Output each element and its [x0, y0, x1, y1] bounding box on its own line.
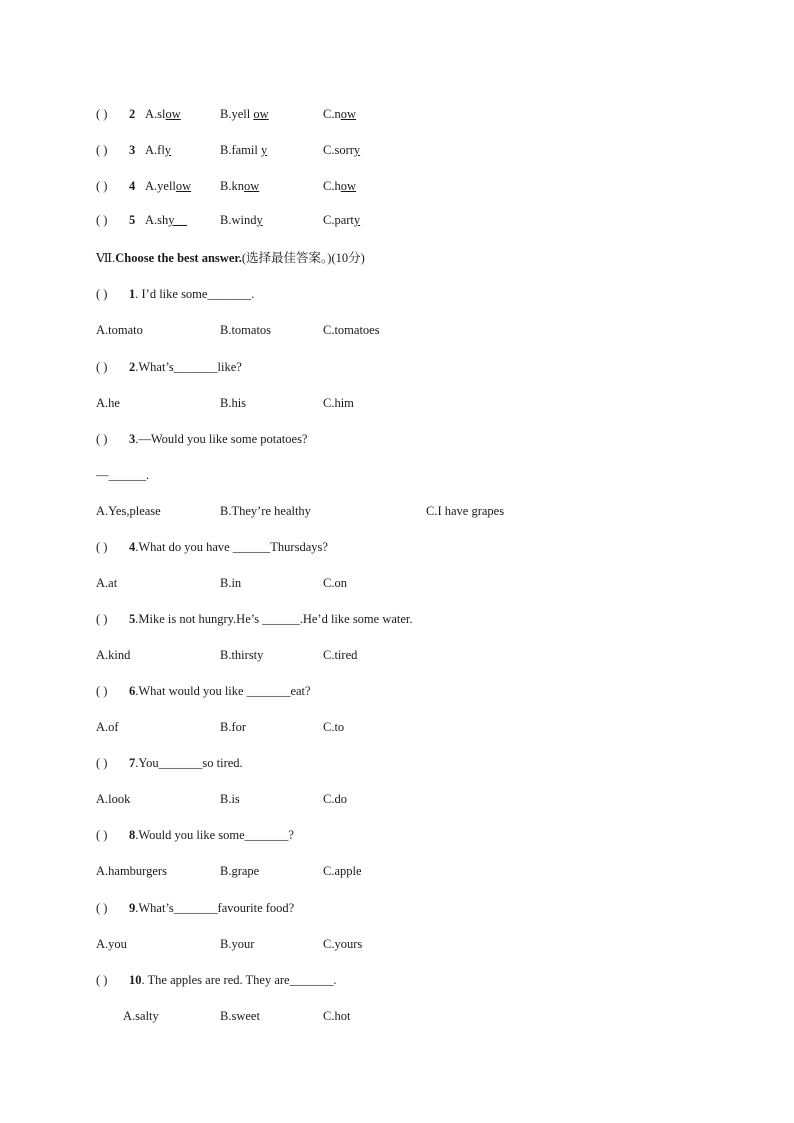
- option-b: B.is: [220, 792, 240, 806]
- option-b: B.know: [220, 179, 260, 193]
- option-a: A.look: [96, 792, 131, 806]
- answer-paren: ( ): [96, 179, 108, 193]
- section-numeral: Ⅶ.: [96, 251, 116, 265]
- option-b: B.grape: [220, 864, 260, 878]
- question-text: 2.What’s_______like?: [129, 360, 242, 374]
- answer-paren: ( ): [96, 901, 108, 915]
- question-number: 4: [129, 179, 136, 193]
- option-b: B.for: [220, 720, 247, 734]
- option-a: A.at: [96, 576, 118, 590]
- dialogue-reply: —______.: [96, 468, 150, 482]
- question-text: 7.You_______so tired.: [129, 756, 243, 770]
- option-c: C.on: [323, 576, 347, 590]
- option-c: C.tomatoes: [323, 323, 380, 337]
- option-c: C.apple: [323, 864, 362, 878]
- option-a: A.hamburgers: [96, 864, 167, 878]
- option-b: B.thirsty: [220, 648, 264, 662]
- option-a: A.he: [96, 396, 120, 410]
- answer-paren: ( ): [96, 360, 108, 374]
- option-c: C.sorry: [323, 143, 361, 157]
- answer-paren: ( ): [96, 432, 108, 446]
- question-text: 4.What do you have ______Thursdays?: [129, 540, 328, 554]
- question-text: 10. The apples are red. They are_______.: [129, 973, 337, 987]
- option-a: A.you: [96, 937, 127, 951]
- question-number: 3: [129, 143, 136, 157]
- question-number: 5: [129, 213, 136, 227]
- answer-paren: ( ): [96, 213, 108, 227]
- answer-paren: ( ): [96, 828, 108, 842]
- option-b: B.his: [220, 396, 247, 410]
- option-a: A.kind: [96, 648, 131, 662]
- option-c: C.him: [323, 396, 354, 410]
- option-b: B.in: [220, 576, 242, 590]
- option-a: A.shy__: [145, 213, 188, 227]
- question-text: 8.Would you like some_______?: [129, 828, 294, 842]
- answer-paren: ( ): [96, 756, 108, 770]
- option-c: C.hot: [323, 1009, 351, 1023]
- option-a: A.Yes,please: [96, 504, 161, 518]
- option-c: C.party: [323, 213, 361, 227]
- section-note: (选择最佳答案。)(10分): [241, 251, 365, 265]
- option-b: B.They’re healthy: [220, 504, 311, 518]
- question-number: 2: [129, 107, 136, 121]
- option-a: A.tomato: [96, 323, 143, 337]
- section-heading: [96, 249, 365, 267]
- question-text: 9.What’s_______favourite food?: [129, 901, 295, 915]
- question-text: 6.What would you like _______eat?: [129, 684, 311, 698]
- option-c: C.tired: [323, 648, 358, 662]
- answer-paren: ( ): [96, 540, 108, 554]
- answer-paren: ( ): [96, 107, 108, 121]
- option-b: B.famil y: [220, 143, 268, 157]
- answer-paren: ( ): [96, 612, 108, 626]
- option-a: A.of: [96, 720, 119, 734]
- answer-paren: ( ): [96, 143, 108, 157]
- option-c: C.to: [323, 720, 345, 734]
- section-title: Choose the best answer.: [115, 251, 242, 265]
- option-a: A.fly: [145, 143, 172, 157]
- option-c: C.yours: [323, 937, 363, 951]
- option-c: C.how: [323, 179, 356, 193]
- option-b: B.your: [220, 937, 255, 951]
- answer-paren: ( ): [96, 684, 108, 698]
- answer-paren: ( ): [96, 973, 108, 987]
- question-text: 1. I’d like some_______.: [129, 287, 255, 301]
- option-b: B.tomatos: [220, 323, 272, 337]
- option-a: A.salty: [123, 1009, 159, 1023]
- option-a: A.yellow: [145, 179, 192, 193]
- option-c: C.now: [323, 107, 356, 121]
- answer-paren: ( ): [96, 287, 108, 301]
- option-c: C.I have grapes: [426, 504, 505, 518]
- option-b: B.yell ow: [220, 107, 269, 121]
- question-text: 3.—Would you like some potatoes?: [129, 432, 308, 446]
- option-b: B.windy: [220, 213, 263, 227]
- option-b: B.sweet: [220, 1009, 260, 1023]
- question-text: 5.Mike is not hungry.He’s ______.He’d like some water.: [129, 612, 413, 626]
- option-c: C.do: [323, 792, 347, 806]
- option-a: A.slow: [145, 107, 181, 121]
